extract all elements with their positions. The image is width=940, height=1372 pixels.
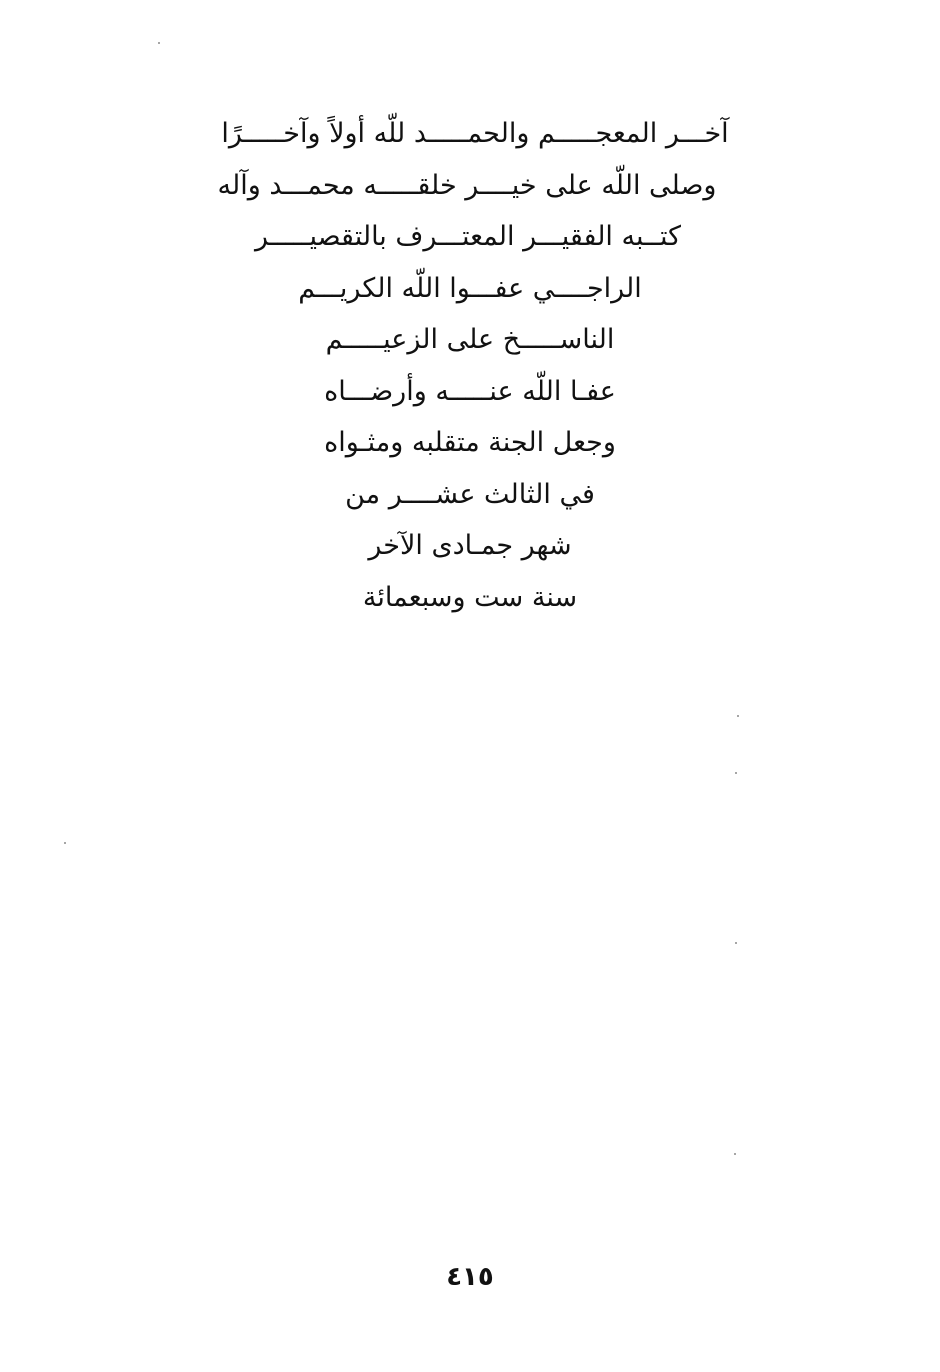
- colophon-line-3: كتــبه الفقيـــر المعتـــرف بالتقصيـــــر: [255, 221, 681, 252]
- scan-speck: [64, 842, 66, 844]
- colophon-line-6: عفـا اللّه عنـــــه وأرضـــاه: [324, 375, 616, 407]
- colophon-line-7: وجعل الجنة متقلبه ومثـواه: [324, 427, 616, 458]
- colophon-line-10: سنة ست وسبعمائة: [362, 581, 578, 613]
- page-number: ٤١٥: [446, 1262, 494, 1292]
- scan-speck: [735, 942, 737, 944]
- colophon-line-2: وصلى اللّه على خيــــر خلقـــــه محمـــد وآله: [217, 169, 717, 201]
- colophon-line-9: شهر جمـادى الآخر: [368, 530, 572, 561]
- colophon-line-1: آخـــر المعجـــــم والحمـــــد للّه أولاً وآخـــــرًا: [221, 118, 729, 149]
- colophon-line-4: الراجــــي عفـــوا اللّه الكريـــم: [298, 272, 642, 304]
- scan-speck: [737, 715, 739, 717]
- colophon-text: [0, 108, 940, 623]
- colophon-line-8: في الثالث عشــــر من: [345, 478, 595, 510]
- scan-speck: [735, 772, 737, 774]
- scan-speck: [158, 42, 160, 44]
- scan-speck: [734, 1153, 736, 1155]
- colophon-line-5: الناســـــخ على الزعيـــــم: [325, 324, 615, 355]
